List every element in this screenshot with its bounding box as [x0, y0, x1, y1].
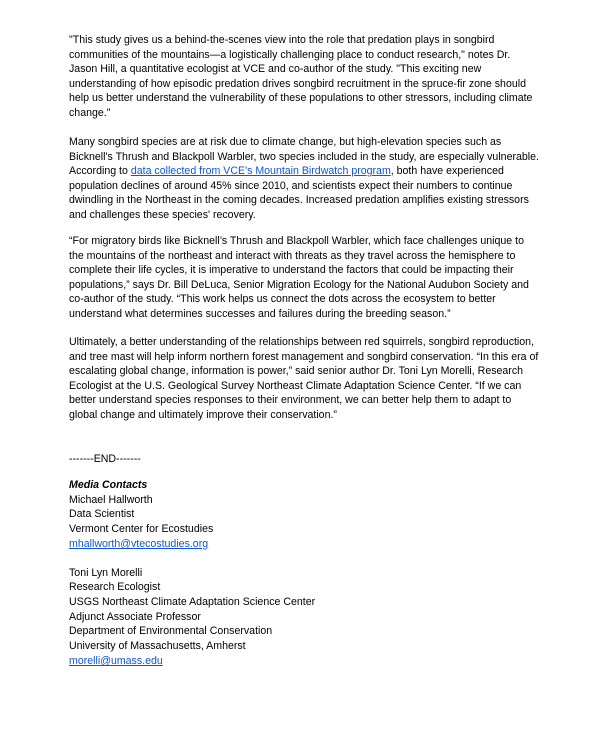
- paragraph-climate-risk: [69, 135, 539, 223]
- mountain-birdwatch-link[interactable]: data collected from VCE's Mountain Birdwatch program: [130, 165, 391, 178]
- paragraph-deluca-quote: “For migratory birds like Bicknell’s Thrush and Blackpoll Warbler, which face challenges unique to the mountains of the northeast and interact with threats as they travel across the hemisphere to complete their life cycles, it is imperative to understand the factors that could be impacting their populations,” says Dr. Bill DeLuca, Senior Migration Ecology for the National Audubon Society and co-author of the study. “This work helps us connect the dots across the ecosystem to better understand what determines successes and failures during the breeding season.”: [69, 235, 529, 320]
- contact-department: Department of Environmental Conservation: [69, 625, 273, 637]
- contact-email-link[interactable]: morelli@umass.edu: [69, 655, 163, 667]
- contact-title: Research Ecologist: [69, 581, 161, 593]
- contact-organization: Vermont Center for Ecostudies: [69, 523, 214, 535]
- contact-email-link[interactable]: mhallworth@vtecostudies.org: [69, 538, 209, 550]
- paragraph-conclusion: Ultimately, a better understanding of the relationships between red squirrels, songbird reproduction, and tree mast will help inform northern forest management and songbird conservation. “In this era of escalating global change, information is power,” said senior author Dr. Toni Lyn Morelli, Research Ecologist at the U.S. Geological Survey Northeast Climate Adaptation Science Center. “If we can better understand species responses to their environment, we can better help them to adapt to global change and ultimately improve their conservation.”: [69, 336, 539, 421]
- contact-organization: USGS Northeast Climate Adaptation Science Center: [69, 596, 316, 608]
- media-contacts-heading: Media Contacts: [69, 479, 148, 491]
- paragraph-climate-risk-text-1: Many songbird species are at risk due to climate change, but high-elevation species such as Bicknell's Thrush and Blackpoll Warbler, two species included in the study, are especially vulnerable. According to: [69, 136, 539, 178]
- contact-name: Toni Lyn Morelli: [69, 567, 143, 579]
- contact-name: Michael Hallworth: [69, 494, 153, 506]
- contact-title: Data Scientist: [69, 508, 135, 520]
- contact-university: University of Massachusetts, Amherst: [69, 640, 246, 652]
- contact-position: Adjunct Associate Professor: [69, 611, 201, 623]
- end-marker: -------END-------: [69, 453, 141, 465]
- paragraph-climate-risk-text-2: , both have experienced population declines of around 45% since 2010, and scientists expect their numbers to continue dwindling in the Northeast in the coming decades. Increased predation amplifies existing stressors and challenges these species' recovery.: [69, 165, 529, 221]
- paragraph-hill-quote: "This study gives us a behind-the-scenes view into the role that predation plays in songbird communities of the mountains—a logistically challenging place to conduct research," notes Dr. Jason Hill, a quantitative ecologist at VCE and co-author of the study. "This exciting new understanding of how episodic predation drives songbird recruitment in the spruce-fir zone should help us better understand the vulnerability of these populations to other stressors, including climate change.": [69, 34, 533, 119]
